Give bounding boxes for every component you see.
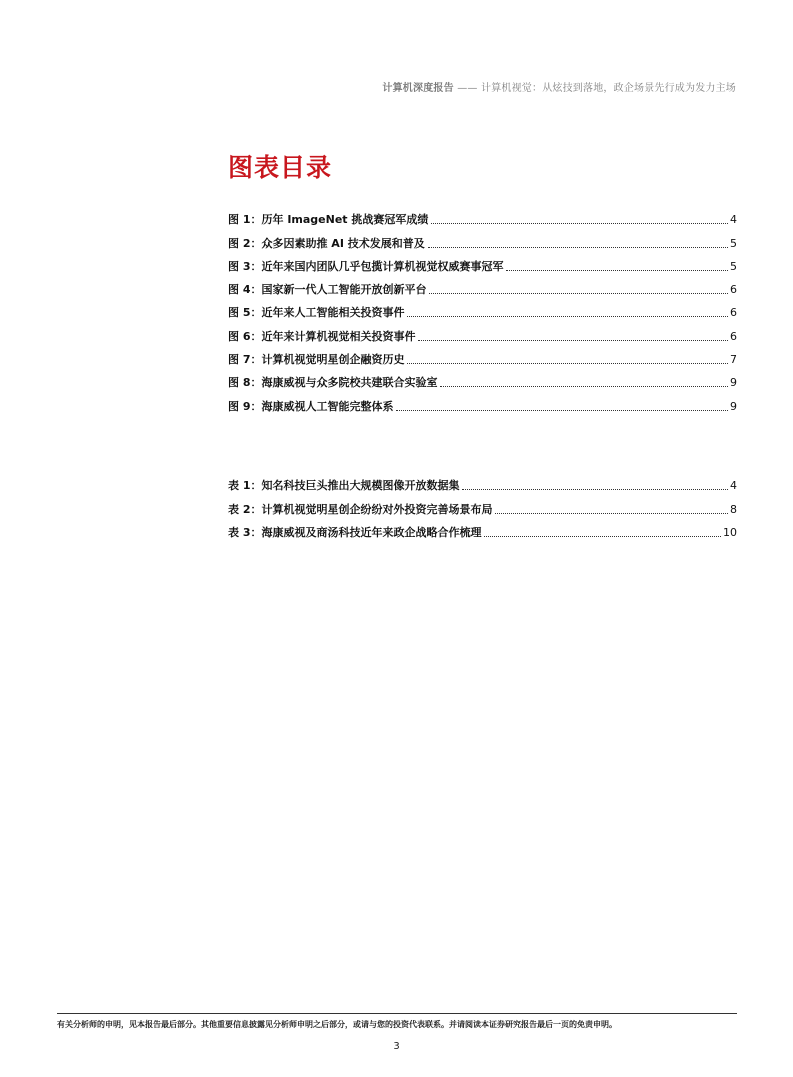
leader-dots	[495, 513, 728, 514]
toc-entry-page: 4	[730, 479, 737, 493]
toc-entry-label: 表 1：知名科技巨头推出大规模图像开放数据集	[228, 479, 460, 493]
toc-entry-figure-3[interactable]	[228, 251, 737, 274]
page-header	[382, 79, 736, 94]
leader-dots	[428, 247, 728, 248]
header-report-title: 计算机视觉：从炫技到落地，政企场景先行成为发力主场	[481, 83, 736, 94]
toc-entry-figure-1[interactable]	[228, 204, 737, 227]
footer-disclaimer: 有关分析师的申明，见本报告最后部分。其他重要信息披露见分析师申明之后部分，或请与您的投资代表联系。并请阅读本证券研究报告最后一页的免责申明。	[57, 1020, 617, 1029]
page-number: 3	[393, 1041, 400, 1052]
toc-entry-figure-6[interactable]	[228, 320, 737, 343]
header-report-type: 计算机深度报告	[382, 83, 454, 94]
leader-dots	[396, 410, 728, 411]
toc-entry-table-1[interactable]	[228, 470, 737, 493]
leader-dots	[484, 536, 721, 537]
toc-entry-page: 8	[730, 502, 737, 516]
toc-entry-page: 6	[730, 306, 737, 320]
toc-entry-page: 6	[730, 283, 737, 297]
table-list	[228, 470, 737, 540]
toc-entry-page: 4	[730, 213, 737, 227]
leader-dots	[429, 293, 728, 294]
header-separator: ——	[457, 83, 478, 94]
toc-entry-page: 7	[730, 353, 737, 367]
toc-entry-label: 图 8：海康威视与众多院校共建联合实验室	[228, 376, 438, 390]
toc-entry-label: 图 4：国家新一代人工智能开放创新平台	[228, 283, 427, 297]
toc-entry-page: 9	[730, 399, 737, 413]
toc-entry-page: 5	[730, 259, 737, 273]
toc-entry-page: 9	[730, 376, 737, 390]
toc-entry-figure-9[interactable]	[228, 390, 737, 413]
toc-entry-label: 表 3：海康威视及商汤科技近年来政企战略合作梳理	[228, 525, 482, 539]
leader-dots	[462, 489, 728, 490]
footer-divider	[57, 1013, 737, 1014]
toc-entry-label: 表 2：计算机视觉明星创企纷纷对外投资完善场景布局	[228, 502, 493, 516]
leader-dots	[418, 340, 728, 341]
toc-entry-figure-2[interactable]	[228, 227, 737, 250]
toc-entry-table-3[interactable]	[228, 517, 737, 540]
toc-entry-label: 图 2：众多因素助推 AI 技术发展和普及	[228, 236, 425, 250]
toc-entry-page: 6	[730, 329, 737, 343]
leader-dots	[407, 316, 728, 317]
toc-entry-label: 图 6：近年来计算机视觉相关投资事件	[228, 329, 416, 343]
toc-entry-label: 图 1：历年 ImageNet 挑战赛冠军成绩	[228, 213, 429, 227]
toc-entry-figure-5[interactable]	[228, 297, 737, 320]
toc-entry-label: 图 3：近年来国内团队几乎包揽计算机视觉权威赛事冠军	[228, 259, 504, 273]
toc-entry-label: 图 7：计算机视觉明星创企融资历史	[228, 353, 405, 367]
toc-entry-figure-8[interactable]	[228, 367, 737, 390]
toc-entry-label: 图 5：近年来人工智能相关投资事件	[228, 306, 405, 320]
page-title: 图表目录	[228, 153, 333, 182]
leader-dots	[506, 270, 728, 271]
toc-entry-page: 5	[730, 236, 737, 250]
figure-list	[228, 204, 737, 414]
toc-entry-figure-7[interactable]	[228, 344, 737, 367]
toc-entry-figure-4[interactable]	[228, 274, 737, 297]
leader-dots	[440, 386, 728, 387]
leader-dots	[407, 363, 728, 364]
leader-dots	[431, 223, 728, 224]
toc-entry-table-2[interactable]	[228, 493, 737, 516]
toc-entry-page: 10	[723, 525, 737, 539]
toc-entry-label: 图 9：海康威视人工智能完整体系	[228, 399, 394, 413]
